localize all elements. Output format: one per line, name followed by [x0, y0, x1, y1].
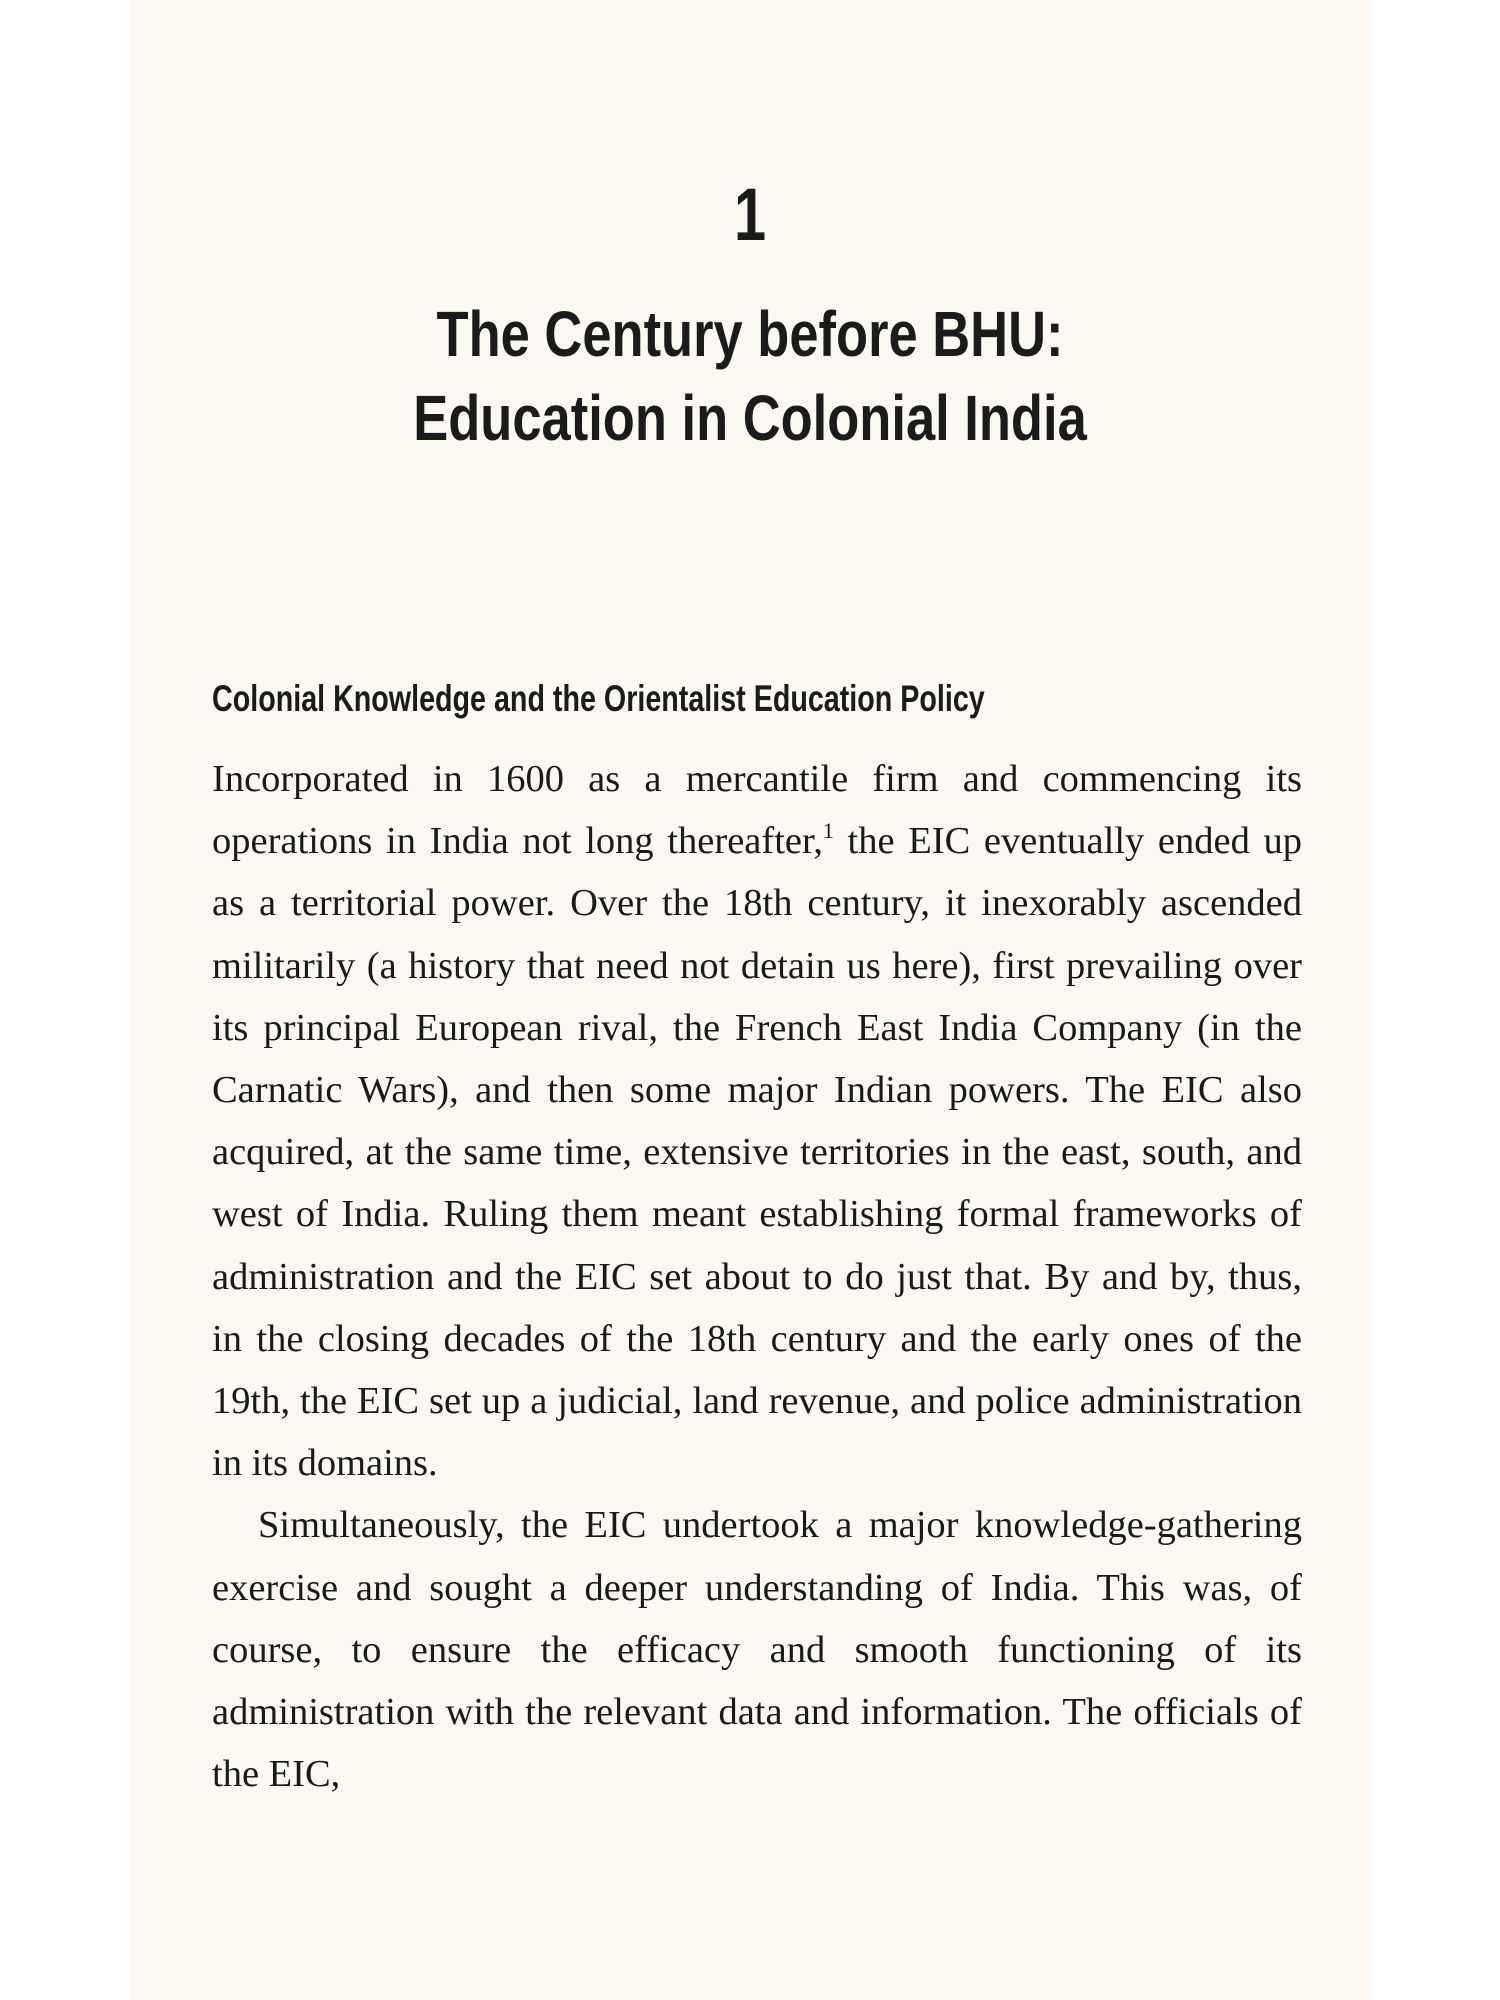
chapter-number: 1 [733, 173, 767, 256]
paragraph-1-text-before-note: Incorporated in 1600 as a mercantile firm and commencing its operations in India not long thereafter, [212, 758, 1302, 863]
chapter-title [242, 292, 1259, 460]
chapter-title-line-1: The Century before BHU: [436, 298, 1064, 370]
book-page [130, 0, 1370, 2000]
paragraph-1-text-after-note: the EIC eventually ended up as a territorial power. Over the 18th century, it inexorably ascended militarily (a history that need not detain us here), first prevailing over its principal European rival, the French East India Company (in the Carnatic Wars), and then some major Indian powers. The EIC also acquired, at the same time, extensive territories in the east, south, and west of India. Ruling them meant establishing formal frameworks of administration and the EIC set about to do just that. By and by, thus, in the closing decades of the 18th century and the early ones of the 19th, the EIC set up a judicial, land revenue, and police administration in its domains. [212, 820, 1302, 1485]
paragraph-2: Simultaneously, the EIC undertook a major knowledge-gathering exercise and sought a deeper understanding of India. This was, of course, to ensure the efficacy and smooth functioning of its administration with the relevant data and information. The officials of the EIC, [212, 1504, 1302, 1796]
section-heading: Colonial Knowledge and the Orientalist Education Policy [212, 678, 985, 719]
chapter-title-line-2: Education in Colonial India [413, 382, 1087, 454]
footnote-marker-1: 1 [822, 818, 834, 844]
body-text [212, 748, 1302, 1805]
paragraph-1 [212, 748, 1302, 1494]
